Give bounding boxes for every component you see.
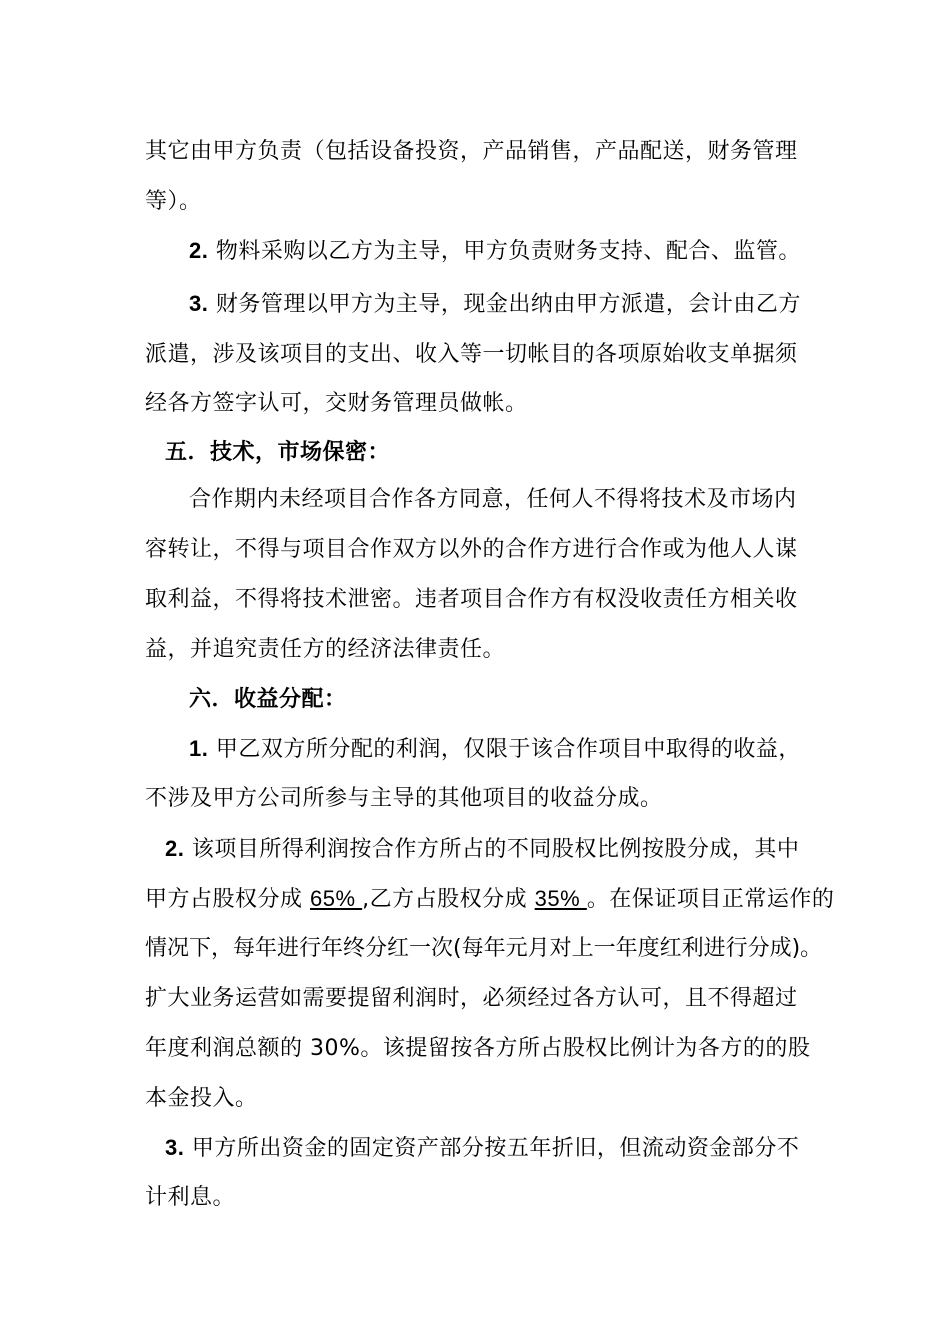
item-number: 3. [189,291,209,316]
paragraph-line: 益，并追究责任方的经济法律责任。 [145,637,506,662]
paragraph-line: 情况下，每年进行年终分红一次(每年元月对上一年度红利进行分成)。 [145,936,823,961]
paragraph-line: 容转让，不得与项目合作双方以外的合作方进行合作或为他人人谋 [145,537,798,562]
paragraph-line [145,884,834,915]
section-heading: 五．技术，市场保密： [165,440,391,465]
paragraph-line [189,236,801,267]
paragraph-line [165,1133,799,1164]
paragraph-line: 计利息。 [145,1185,236,1210]
paragraph-line: 取利益，不得将技术泄密。违者项目合作方有权没收责任方相关收 [145,587,798,612]
paragraph-line: 本金投入。 [145,1086,258,1111]
paragraph-line: 不涉及甲方公司所参与主导的其他项目的收益分成。 [145,786,663,811]
item-number: 2. [165,836,185,861]
item-number: 3. [165,1135,185,1160]
paragraph-line [189,289,801,320]
paragraph-text: 该项目所得利润按合作方所占的不同股权比例按股分成，其中 [184,837,800,862]
share-percent-a: 65% [310,886,363,911]
paragraph-line: 等）。 [145,189,202,214]
paragraph-line: 派遣，涉及该项目的支出、收入等一切帐目的各项原始收支单据须 [145,342,798,367]
paragraph-line: 经各方签字认可，交财务管理员做帐。 [145,391,528,416]
paragraph-text: 甲乙双方所分配的利润，仅限于该合作项目中取得的收益， [208,737,801,762]
paragraph-line: 扩大业务运营如需要提留利润时，必须经过各方认可，且不得超过 [145,986,798,1011]
paragraph-text: 物料采购以乙方为主导，甲方负责财务支持、配合、监管。 [208,239,801,264]
paragraph-text: 甲方占股权分成 [145,887,310,912]
section-heading: 六．收益分配： [189,687,347,712]
paragraph-text: 。在保证项目正常运作的 [586,887,835,912]
paragraph-line: 其它由甲方负责（包括设备投资，产品销售，产品配送，财务管理 [145,139,798,164]
paragraph-line: 年度利润总额的 30%。该提留按各方所占股权比例计为各方的的股 [145,1036,811,1061]
share-percent-b: 35% [534,886,587,911]
paragraph-line [189,734,801,765]
item-number: 2. [189,238,209,263]
paragraph-line: 合作期内未经项目合作各方同意，任何人不得将技术及市场内 [189,487,797,512]
paragraph-text: 财务管理以甲方为主导，现金出纳由甲方派遣，会计由乙方 [208,292,801,317]
paragraph-text: 甲方所出资金的固定资产部分按五年折旧，但流动资金部分不 [184,1136,800,1161]
item-number: 1. [189,736,209,761]
paragraph-text: ,乙方占股权分成 [362,887,535,912]
paragraph-line [165,834,799,865]
